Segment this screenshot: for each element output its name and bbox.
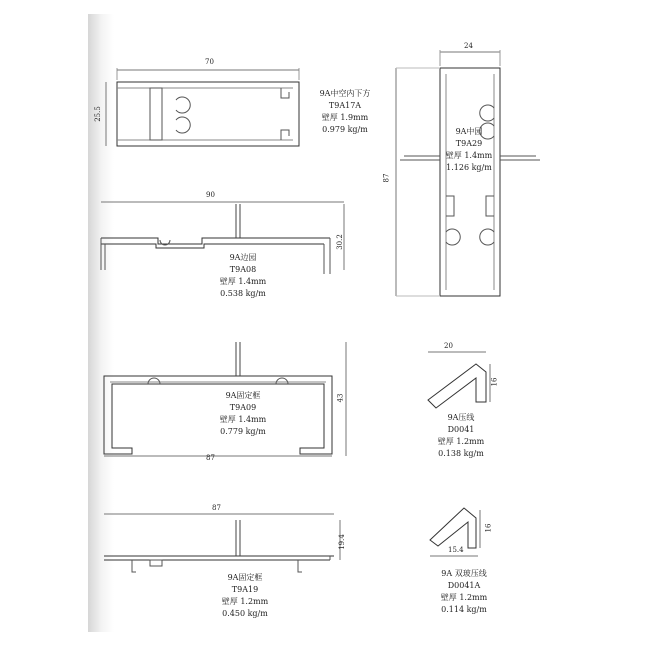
profile-wall: 壁厚 1.4mm (219, 277, 267, 286)
dim-t9a17a-height: 25.5 (93, 106, 102, 122)
dim-t9a09-width: 87 (206, 454, 215, 462)
profile-name: 9A边园 (229, 253, 257, 262)
dim-t9a09-height: 43 (336, 393, 345, 403)
profile-name: 9A压线 (447, 413, 475, 422)
profile-wall: 壁厚 1.2mm (440, 593, 488, 602)
profile-code: T9A19 (231, 585, 259, 594)
label-t9a08 (198, 252, 288, 300)
dim-t9a29-width: 24 (464, 42, 473, 50)
profile-code: T9A09 (229, 403, 257, 412)
profile-name: 9A固定框 (225, 391, 261, 400)
profile-wall: 壁厚 1.2mm (221, 597, 269, 606)
label-d0041a (414, 568, 514, 616)
profile-weight: 0.450 kg/m (222, 609, 268, 618)
dim-t9a19-height: 19.4 (337, 534, 346, 550)
label-t9a09 (198, 390, 288, 438)
profile-weight: 1.126 kg/m (446, 163, 492, 172)
label-d0041 (416, 412, 506, 460)
profile-code: D0041 (447, 425, 475, 434)
profile-weight: 0.538 kg/m (220, 289, 266, 298)
profile-name: 9A 双玻压线 (441, 569, 487, 578)
profile-wall: 壁厚 1.2mm (437, 437, 485, 446)
profile-name: 9A固定框 (227, 573, 263, 582)
profile-d0041-shape (428, 352, 490, 408)
profile-code: T9A17A (328, 101, 362, 110)
profile-wall: 壁厚 1.4mm (445, 151, 493, 160)
profile-t9a17a-shape (106, 68, 299, 146)
dim-d0041a-height: 16 (484, 523, 493, 533)
dim-t9a19-width: 87 (212, 504, 221, 512)
dim-t9a08-width: 90 (206, 191, 215, 199)
profile-weight: 0.779 kg/m (220, 427, 266, 436)
label-t9a19 (200, 572, 290, 620)
label-t9a17a (300, 88, 390, 136)
label-t9a29 (426, 126, 512, 174)
dim-t9a29-height: 87 (382, 173, 391, 183)
profile-name: 9A中空内下方 (319, 89, 371, 98)
dim-t9a08-height: 30.2 (335, 234, 344, 250)
dim-d0041a-width: 15.4 (448, 546, 464, 554)
profile-weight: 0.979 kg/m (322, 125, 368, 134)
profile-t9a19-shape (104, 514, 340, 572)
dim-t9a17a-width: 70 (205, 58, 214, 66)
profile-wall: 壁厚 1.9mm (321, 113, 369, 122)
profile-code: T9A08 (229, 265, 257, 274)
dim-d0041-height: 16 (490, 377, 499, 387)
profile-wall: 壁厚 1.4mm (219, 415, 267, 424)
profile-code: T9A29 (455, 139, 483, 148)
profile-weight: 0.114 kg/m (441, 605, 487, 614)
profile-weight: 0.138 kg/m (438, 449, 484, 458)
dim-d0041-width: 20 (444, 342, 453, 350)
profile-name: 9A中园 (455, 127, 483, 136)
profile-code: D0041A (447, 581, 481, 590)
